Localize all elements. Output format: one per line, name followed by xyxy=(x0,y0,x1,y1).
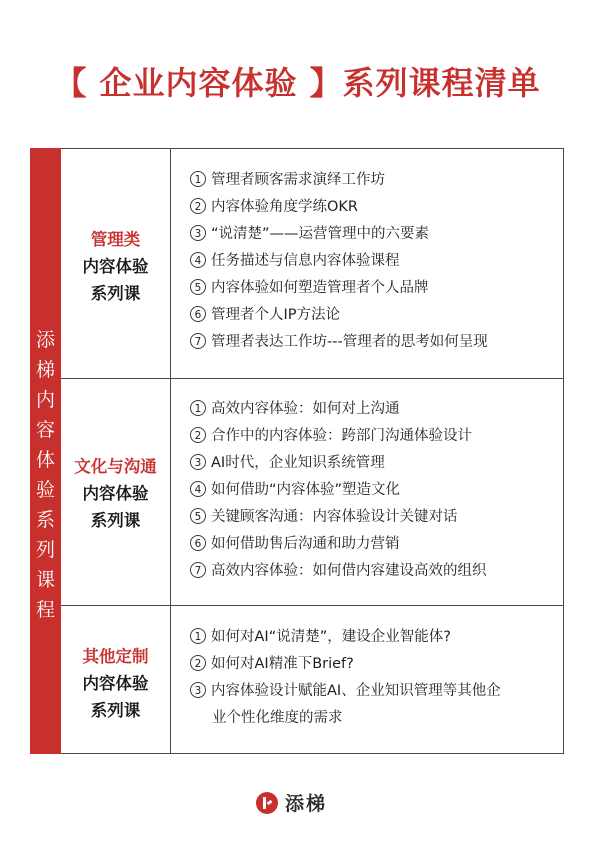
list-item xyxy=(190,504,555,531)
item-text: 管理者个人IP方法论 xyxy=(211,307,341,323)
category-name: 其他定制 xyxy=(82,647,149,666)
circled-number: 2 xyxy=(190,655,206,671)
circled-number: 5 xyxy=(190,508,206,524)
brand-logo xyxy=(256,789,327,816)
course-list-management xyxy=(190,167,555,356)
circled-number: 2 xyxy=(190,427,206,443)
circled-number: 7 xyxy=(190,562,206,578)
circled-number: 3 xyxy=(190,682,206,698)
circled-number: 3 xyxy=(190,225,206,241)
list-item xyxy=(190,531,555,558)
circled-number: 6 xyxy=(190,306,206,322)
item-text: 关键顾客沟通：内容体验设计关键对话 xyxy=(211,509,458,525)
list-item xyxy=(190,678,555,732)
circled-number: 4 xyxy=(190,481,206,497)
item-text-continuation: 业个性化维度的需求 xyxy=(212,710,343,726)
item-text: 内容体验角度学练OKR xyxy=(211,199,358,215)
circled-number: 2 xyxy=(190,198,206,214)
circled-number: 1 xyxy=(190,628,206,644)
category-management xyxy=(61,226,170,307)
circled-number: 7 xyxy=(190,333,206,349)
circled-number: 4 xyxy=(190,252,206,268)
list-item xyxy=(190,221,555,248)
item-text: 管理者表达工作坊---管理者的思考如何呈现 xyxy=(211,334,488,350)
course-list-custom xyxy=(190,624,555,732)
row-divider xyxy=(61,605,564,606)
list-item xyxy=(190,624,555,651)
row-divider xyxy=(61,378,564,379)
list-item xyxy=(190,302,555,329)
item-text: 内容体验设计赋能AI、企业知识管理等其他企 xyxy=(211,683,501,699)
item-text: 高效内容体验：如何借内容建设高效的组织 xyxy=(211,563,487,579)
circled-number: 5 xyxy=(190,279,206,295)
category-name: 文化与沟通 xyxy=(74,457,157,476)
category-line: 系列课 xyxy=(90,701,141,720)
side-char: 容 xyxy=(35,419,55,441)
circled-number: 6 xyxy=(190,535,206,551)
list-item xyxy=(190,651,555,678)
side-char: 验 xyxy=(35,479,55,501)
item-text: 内容体验如何塑造管理者个人品牌 xyxy=(211,280,429,296)
item-text: 如何对AI精准下Brief? xyxy=(211,656,354,672)
course-list-culture xyxy=(190,396,555,585)
side-char: 体 xyxy=(35,449,55,471)
category-line: 内容体验 xyxy=(82,484,149,503)
side-char: 程 xyxy=(35,599,55,621)
circled-number: 1 xyxy=(190,400,206,416)
page-title: 【 企业内容体验 】系列课程清单 xyxy=(54,64,541,102)
category-name: 管理类 xyxy=(90,230,141,249)
list-item xyxy=(190,194,555,221)
category-custom xyxy=(61,643,170,724)
circled-number: 3 xyxy=(190,454,206,470)
side-char: 梯 xyxy=(35,359,55,381)
item-text: 合作中的内容体验：跨部门沟通体验设计 xyxy=(211,428,472,444)
list-item xyxy=(190,396,555,423)
side-char: 内 xyxy=(35,389,55,411)
item-text: 如何对AI“说清楚”，建设企业智能体? xyxy=(211,629,451,645)
circled-number: 1 xyxy=(190,171,206,187)
item-text: AI时代，企业知识系统管理 xyxy=(211,455,385,471)
list-item xyxy=(190,329,555,356)
item-text: 任务描述与信息内容体验课程 xyxy=(211,253,400,269)
side-char: 添 xyxy=(35,329,55,351)
list-item xyxy=(190,167,555,194)
category-line: 系列课 xyxy=(90,284,141,303)
item-text: 管理者顾客需求演绎工作坊 xyxy=(211,172,385,188)
list-item xyxy=(190,477,555,504)
list-item xyxy=(190,558,555,585)
brand-name: 添梯 xyxy=(285,793,328,815)
item-text: 如何借助售后沟通和助力营销 xyxy=(211,536,400,552)
category-line: 内容体验 xyxy=(82,257,149,276)
list-item xyxy=(190,450,555,477)
side-char: 系 xyxy=(35,509,55,531)
side-char: 课 xyxy=(35,569,55,591)
list-item xyxy=(190,423,555,450)
side-char: 列 xyxy=(35,539,55,561)
side-vertical-label xyxy=(30,325,61,625)
list-item xyxy=(190,248,555,275)
item-text: 高效内容体验：如何对上沟通 xyxy=(211,401,400,417)
item-text: “说清楚”——运营管理中的六要素 xyxy=(211,226,430,242)
list-item xyxy=(190,275,555,302)
item-text: 如何借助“内容体验”塑造文化 xyxy=(211,482,401,498)
category-line: 内容体验 xyxy=(82,674,149,693)
category-line: 系列课 xyxy=(90,511,141,530)
category-culture-communication xyxy=(61,453,170,534)
column-divider xyxy=(170,148,171,754)
tianti-logo-icon xyxy=(256,792,278,814)
